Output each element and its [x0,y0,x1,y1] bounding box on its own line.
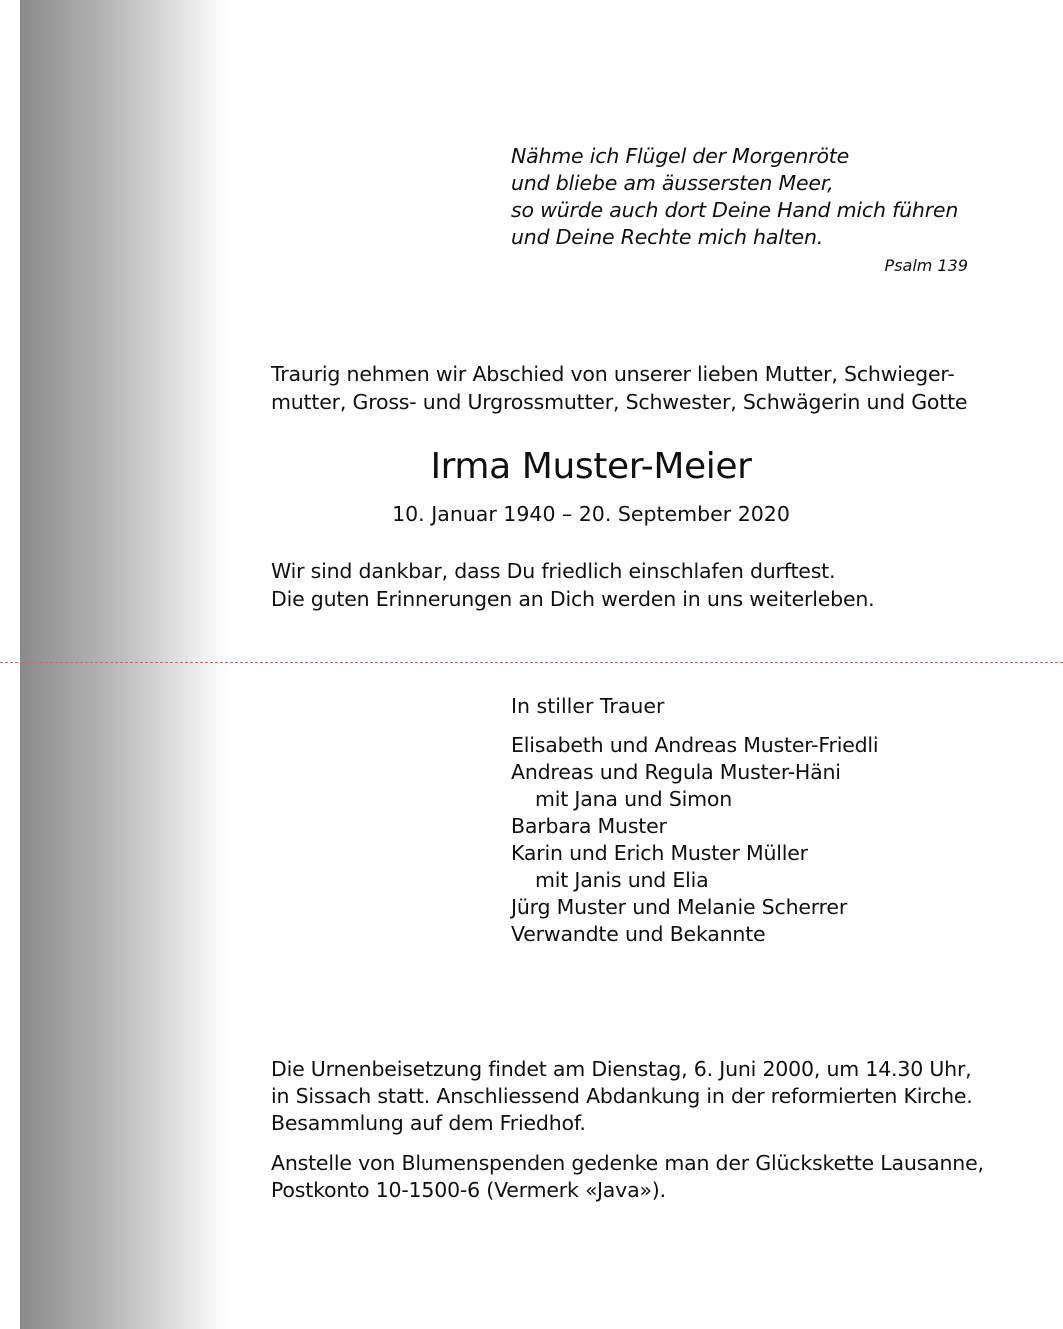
verse-line: und bliebe am äussersten Meer, [511,171,834,195]
gradient-margin-band [20,0,228,1329]
funeral-info [271,1056,991,1137]
intro-line: mutter, Gross- und Urgrossmutter, Schwester, Schwägerin und Gotte [271,390,968,414]
funeral-line: Besammlung auf dem Friedhof. [271,1111,586,1135]
intro-line: Traurig nehmen wir Abschied von unserer lieben Mutter, Schwieger- [271,362,955,386]
verse-line: so würde auch dort Deine Hand mich führen [511,198,959,222]
verse-line: Nähme ich Flügel der Morgenröte [511,144,850,168]
mourner-entry: Karin und Erich Muster Müller [511,841,808,865]
mourner-entry: Andreas und Regula Muster-Häni [511,760,841,784]
gratitude-line: Die guten Erinnerungen an Dich werden in uns weiterleben. [271,587,875,611]
verse-line: und Deine Rechte mich halten. [511,225,824,249]
donation-line: Anstelle von Blumenspenden gedenke man der Glückskette Lausanne, [271,1151,984,1175]
funeral-line: in Sissach statt. Anschliessend Abdankung in der reformierten Kirche. [271,1084,973,1108]
mourner-entry: mit Jana und Simon [535,787,733,811]
mourner-entry: mit Janis und Elia [535,868,709,892]
donation-line: Postkonto 10-1500-6 (Vermerk «Java»). [271,1178,666,1202]
life-dates: 10. Januar 1940 – 20. September 2020 [392,502,790,526]
mourners-list [511,732,971,948]
mourning-heading: In stiller Trauer [511,694,665,718]
fold-guide-line [0,662,1063,663]
deceased-name: Irma Muster-Meier [430,446,752,487]
gratitude-text [271,557,971,613]
bible-verse [511,143,981,251]
donation-info [271,1150,991,1204]
mourner-entry: Elisabeth und Andreas Muster-Friedli [511,733,879,757]
mourner-entry: Jürg Muster und Melanie Scherrer [511,895,848,919]
page-edge [0,0,20,1329]
mourner-entry: Barbara Muster [511,814,667,838]
intro-text [271,360,971,416]
gratitude-line: Wir sind dankbar, dass Du friedlich einschlafen durftest. [271,559,836,583]
verse-source: Psalm 139 [884,256,968,275]
mourner-entry: Verwandte und Bekannte [511,922,766,946]
funeral-line: Die Urnenbeisetzung findet am Dienstag, 6. Juni 2000, um 14.30 Uhr, [271,1057,972,1081]
